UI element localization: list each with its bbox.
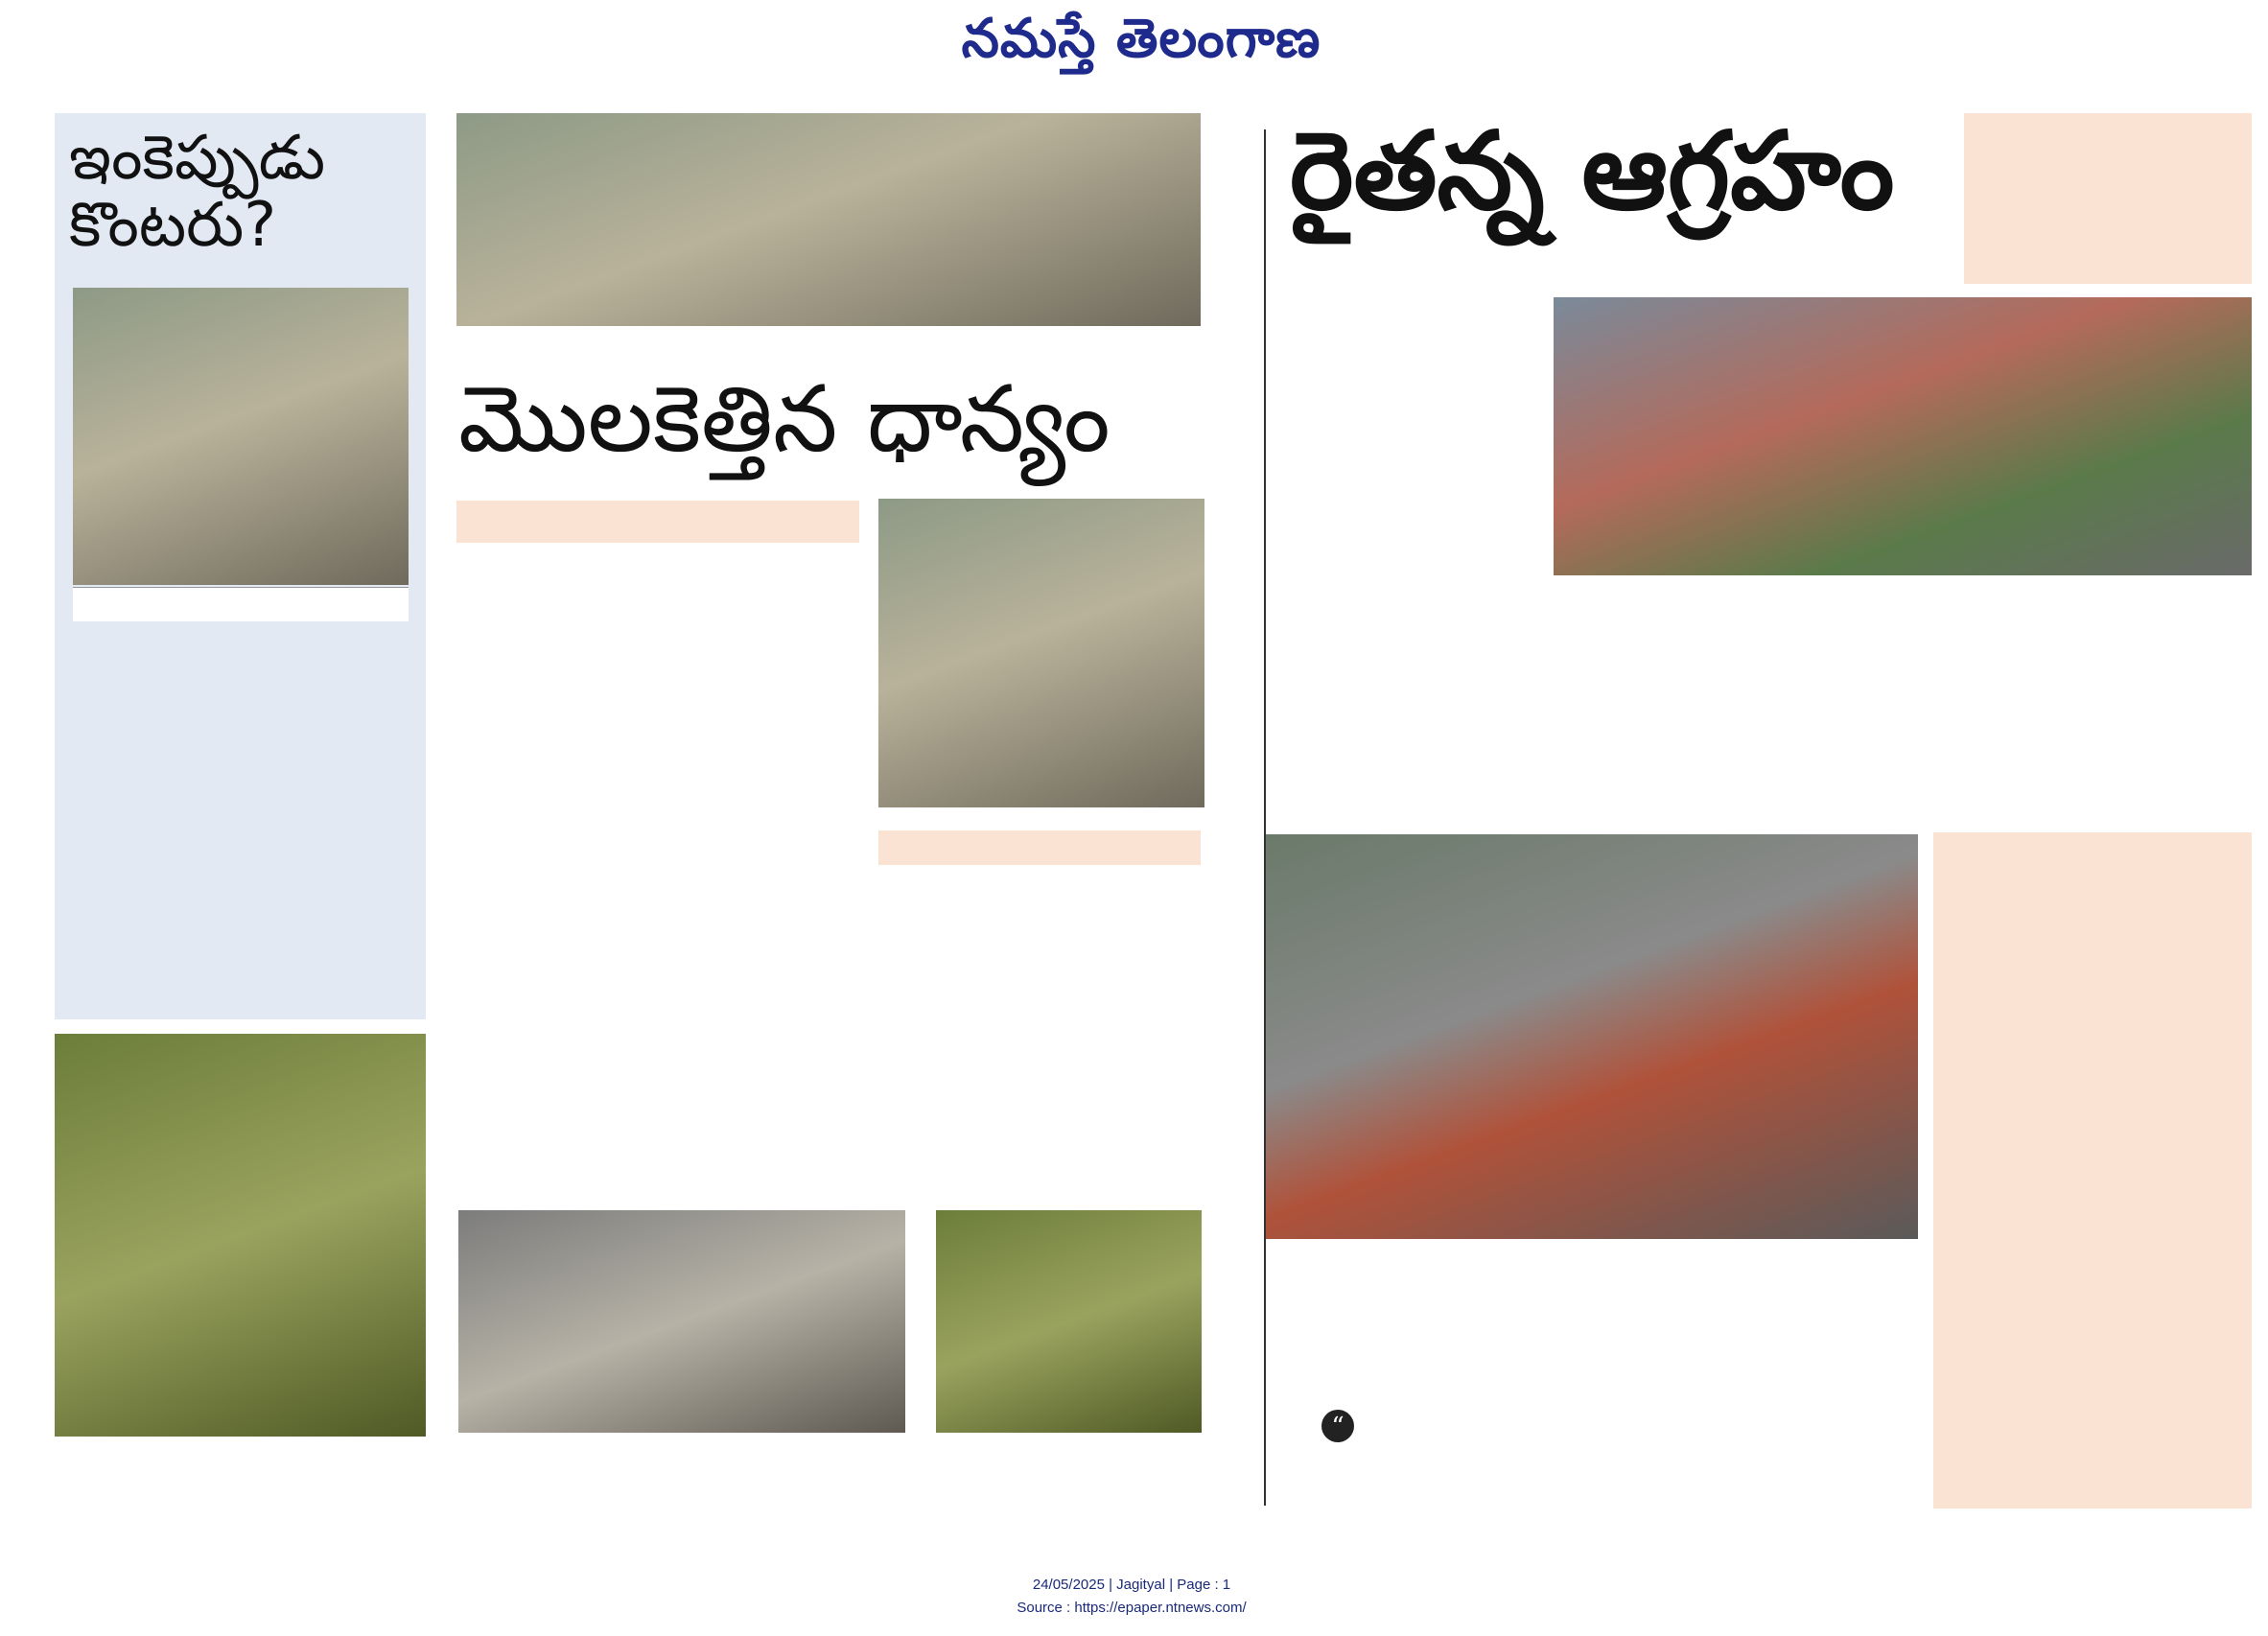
- center-story-headline: మొలకెత్తిన ధాన్యం: [458, 365, 1111, 473]
- sidebar-subhead-bar: [878, 830, 1201, 865]
- farmer-grain-photo: [55, 1034, 426, 1437]
- right-story-red-intro-area: [1290, 292, 1512, 810]
- farmer-grain-caption-area: [55, 1443, 426, 1497]
- protest-photo-raikal-caption-bar: [1285, 1245, 1908, 1279]
- protest-photo-raikal: [1266, 834, 1918, 1239]
- highlights-box: [1964, 113, 2252, 284]
- farmer-quote-body-area: [878, 873, 1204, 1199]
- sprouted-paddy-caption-area: [936, 1438, 1202, 1498]
- protest-photo-dharmapuri-caption-bar: [1554, 580, 2252, 615]
- right-story-body-area: [1517, 623, 2252, 815]
- grain-bags-caption-area: [458, 1438, 905, 1498]
- column-divider: [1264, 129, 1266, 1506]
- farmer-portrait-caption-bar: [73, 587, 409, 621]
- farmer-portrait-photo: [73, 288, 409, 585]
- sidebar-panel: [1933, 832, 2252, 1508]
- center-subhead-bar: [456, 501, 859, 543]
- grain-bags-photo: [458, 1210, 905, 1433]
- left-story-headline: ఇంకెప్పుడు కొంటరు?: [69, 123, 326, 262]
- sprouted-paddy-photo: [936, 1210, 1202, 1433]
- masthead-title: నమస్తే తెలంగాణ: [961, 8, 1321, 70]
- quote-icon: “: [1321, 1410, 1354, 1442]
- farmers-group-caption-bar: [633, 331, 1036, 360]
- farmers-group-photo: [456, 113, 1201, 326]
- center-story-body-area: [456, 549, 859, 1201]
- raikal-story-body-area: [1362, 1295, 1928, 1506]
- footer-date-line: 24/05/2025 | Jagityal | Page : 1: [1032, 1577, 1231, 1593]
- footer-source-line: Source : https://epaper.ntnews.com/: [1017, 1600, 1247, 1616]
- farmer-field-photo: [878, 499, 1204, 807]
- right-story-headline: రైతన్న ఆగ్రహం: [1290, 109, 1895, 234]
- protest-photo-dharmapuri: [1554, 297, 2252, 575]
